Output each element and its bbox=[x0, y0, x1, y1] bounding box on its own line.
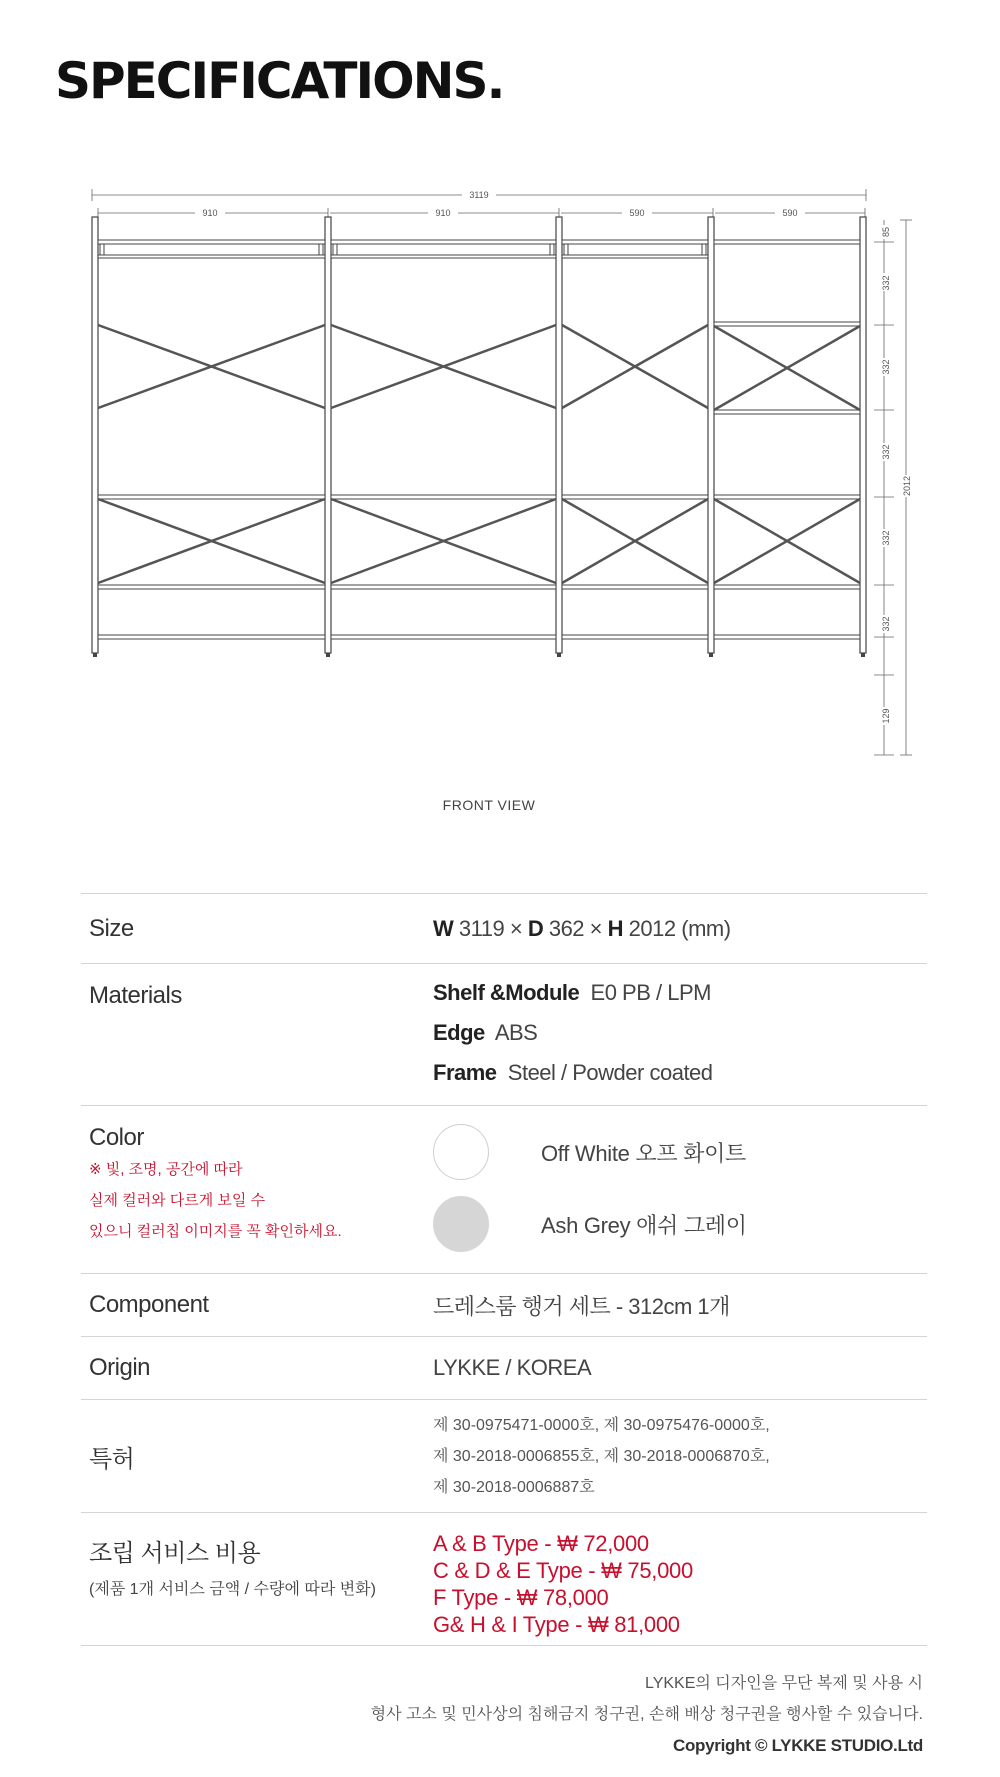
size-w-key: W bbox=[433, 915, 454, 941]
materials-value bbox=[433, 973, 927, 1105]
color-note: ※ 빛, 조명, 공간에 따라 bbox=[89, 1161, 243, 1178]
shelf-gap-label: 332 bbox=[881, 275, 891, 291]
color-swatch[interactable] bbox=[433, 1196, 489, 1252]
overall-width-label: 3119 bbox=[469, 190, 489, 200]
footer-notice bbox=[371, 1668, 923, 1761]
spec-row-size bbox=[81, 894, 927, 964]
assembly-price: F Type - ₩ 78,000 bbox=[433, 1585, 609, 1610]
spec-row-origin bbox=[81, 1337, 927, 1400]
assembly-prices bbox=[433, 1530, 927, 1645]
size-h-value: 2012 bbox=[628, 915, 676, 941]
front-view-drawing bbox=[0, 175, 1000, 765]
hanger-bars bbox=[98, 240, 708, 258]
footer-line: LYKKE의 디자인을 무단 복제 및 사용 시 bbox=[645, 1675, 923, 1692]
spec-label: Origin bbox=[89, 1354, 151, 1381]
size-d-key: D bbox=[527, 915, 544, 941]
patent-line: 제 30-0975471-0000호, 제 30-0975476-0000호, bbox=[433, 1416, 770, 1434]
shelf-front-view-svg bbox=[0, 175, 1000, 765]
cross-braces bbox=[98, 325, 860, 583]
shelf-feet bbox=[93, 653, 865, 657]
column-width-label: 590 bbox=[782, 208, 798, 218]
spec-row-component bbox=[81, 1274, 927, 1337]
spec-table bbox=[81, 893, 927, 1646]
size-value bbox=[433, 916, 927, 942]
size-separator: × bbox=[509, 915, 523, 941]
size-separator: × bbox=[589, 915, 603, 941]
size-unit: (mm) bbox=[681, 915, 731, 941]
spec-label: Component bbox=[89, 1291, 209, 1318]
column-width-label: 590 bbox=[629, 208, 645, 218]
spec-label: Color bbox=[89, 1124, 144, 1151]
shelf-gap-label: 332 bbox=[881, 530, 891, 546]
color-option-label: Off White 오프 화이트 bbox=[541, 1140, 746, 1166]
color-option-label: Ash Grey 애쉬 그레이 bbox=[541, 1212, 747, 1238]
patent-line: 제 30-2018-0006887호 bbox=[433, 1478, 595, 1496]
shelf-gap-label: 332 bbox=[881, 359, 891, 375]
assembly-price: C & D & E Type - ₩ 75,000 bbox=[433, 1558, 693, 1583]
size-w-value: 3119 bbox=[458, 915, 505, 941]
shelf-gap-label: 332 bbox=[881, 444, 891, 460]
color-option[interactable] bbox=[433, 1194, 927, 1254]
drawing-caption: FRONT VIEW bbox=[442, 797, 536, 813]
spec-row-materials bbox=[81, 964, 927, 1106]
shelf-gap-label: 85 bbox=[881, 226, 891, 238]
copyright: Copyright © LYKKE STUDIO.Ltd bbox=[673, 1736, 923, 1755]
shelf-boards bbox=[98, 240, 860, 639]
patent-line: 제 30-2018-0006855호, 제 30-2018-0006870호, bbox=[433, 1447, 770, 1465]
shelf-gap-label: 129 bbox=[881, 708, 891, 724]
spec-label: 특허 bbox=[89, 1445, 135, 1473]
spec-row-color bbox=[81, 1106, 927, 1274]
origin-value: LYKKE / KOREA bbox=[433, 1355, 592, 1380]
spec-row-patent bbox=[81, 1400, 927, 1513]
color-option[interactable] bbox=[433, 1122, 927, 1182]
patent-value bbox=[433, 1410, 927, 1503]
size-h-key: H bbox=[607, 915, 624, 941]
spec-label: Materials bbox=[89, 982, 182, 1009]
color-swatch[interactable] bbox=[433, 1124, 489, 1180]
spec-row-assembly bbox=[81, 1513, 927, 1646]
footer-line: 형사 고소 및 민사상의 침해금지 청구권, 손해 배상 청구권을 행사할 수 있습니다. bbox=[370, 1706, 923, 1723]
overall-height-label: 2012 bbox=[902, 475, 912, 497]
material-item: Shelf &Module E0 PB / LPM bbox=[433, 980, 711, 1005]
material-item: Frame Steel / Powder coated bbox=[433, 1060, 713, 1085]
color-note: 실제 컬러와 다르게 보일 수 bbox=[89, 1192, 266, 1209]
column-width-label: 910 bbox=[202, 208, 218, 218]
shelf-gap-label: 332 bbox=[881, 616, 891, 632]
page-title: SPECIFICATIONS. bbox=[55, 52, 504, 110]
spec-label: 조립 서비스 비용 bbox=[89, 1540, 261, 1567]
color-note: 있으니 컬러칩 이미지를 꼭 확인하세요. bbox=[89, 1223, 342, 1240]
column-width-label: 910 bbox=[435, 208, 451, 218]
material-item: Edge ABS bbox=[433, 1020, 538, 1045]
spec-label: Size bbox=[89, 914, 134, 942]
color-options bbox=[433, 1122, 927, 1273]
component-value: 드레스룸 행거 세트 - 312cm 1개 bbox=[433, 1293, 730, 1319]
assembly-sublabel: (제품 1개 서비스 금액 / 수량에 따라 변화) bbox=[89, 1581, 376, 1598]
assembly-price: A & B Type - ₩ 72,000 bbox=[433, 1531, 649, 1556]
size-d-value: 362 bbox=[548, 915, 585, 941]
assembly-price: G& H & I Type - ₩ 81,000 bbox=[433, 1612, 680, 1637]
